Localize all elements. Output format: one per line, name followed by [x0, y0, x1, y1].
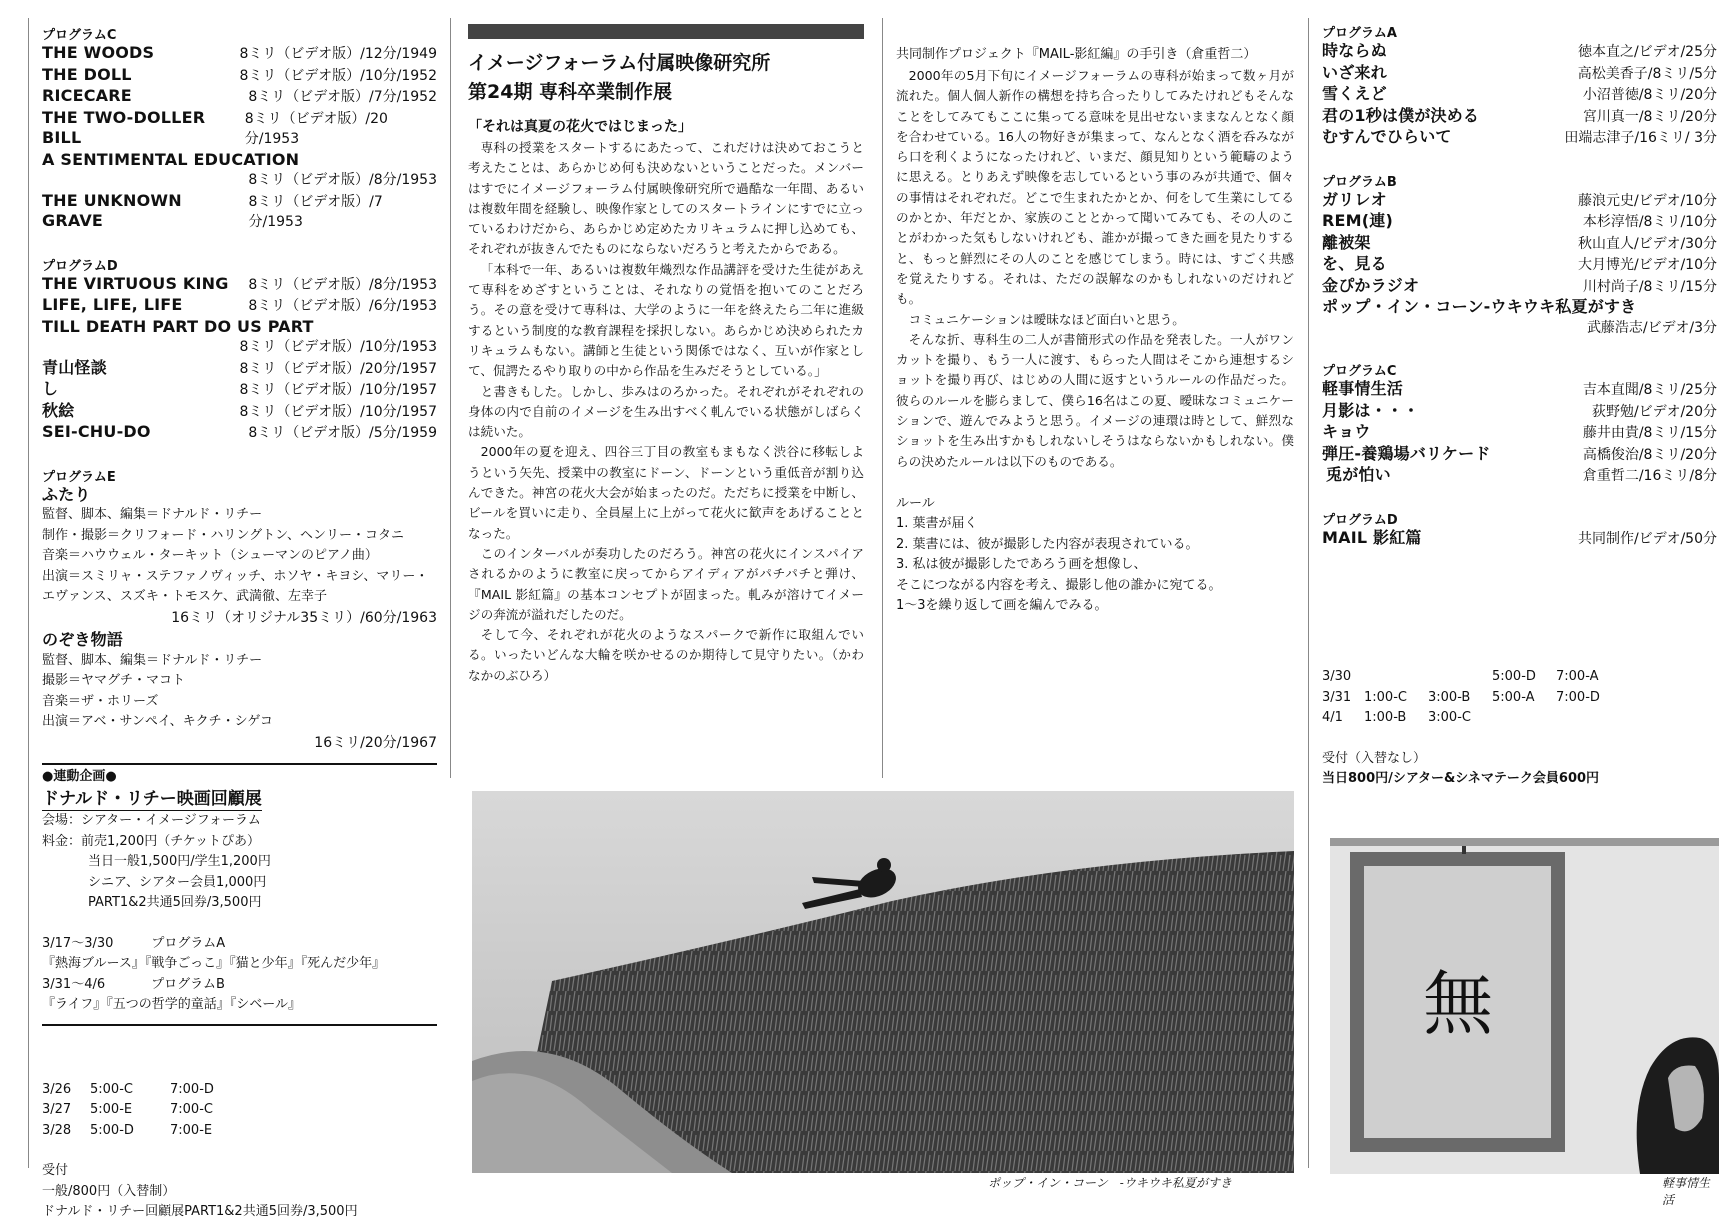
film-meta: 宮川真一/8ミリ/20分 [1582, 108, 1717, 125]
schedule-slot: 5:00-C [90, 1081, 133, 1097]
column-divider-1 [28, 18, 29, 1168]
column-mail-project [896, 44, 1294, 617]
film-title: THE VIRTUOUS KING [42, 273, 229, 293]
film-credit: 音楽＝ハウウェル・ターキット（シューマンのピアノ曲） [42, 548, 378, 563]
schedule-slot: 7:00-C [170, 1102, 213, 1117]
schedule-slot: 5:00-A [1492, 689, 1535, 705]
program-e-section [42, 466, 437, 754]
rules-header: ルール [896, 495, 935, 511]
film-title: THE DOLL [42, 64, 132, 84]
program-c-header: プログラムC [42, 28, 117, 43]
column-divider-4 [1308, 18, 1309, 1168]
header-bar [468, 24, 864, 39]
film-title: TILL DEATH PART DO US PART [42, 316, 314, 336]
film-title: SEI-CHU-DO [42, 422, 151, 441]
film-title: 離被架 [1322, 232, 1371, 252]
event-fee: 当日一般1,500円/学生1,200円 [88, 854, 271, 869]
film-title: THE UNKNOWN GRAVE [42, 190, 182, 230]
schedule-date: 3/27 [42, 1102, 72, 1117]
project-paragraph: コミュニケーションは曖昧なほど面白いと思う。 [908, 311, 1185, 327]
graduate-reception [1322, 749, 1717, 790]
schedule-slot: 5:00-E [90, 1102, 133, 1117]
photo-interior [1330, 838, 1719, 1174]
schedule-slot: 5:00-D [1492, 669, 1536, 684]
reception-info [42, 1161, 437, 1223]
event-films: 『熱海ブルース』『戦争ごっこ』『猫と少年』『死んだ少年』 [42, 956, 386, 971]
rules-section [896, 494, 1294, 617]
schedule-date: 4/1 [1322, 710, 1343, 725]
photo-caption: 軽事情生活 [1662, 1176, 1711, 1207]
film-meta: 荻野勉/ビデオ/20分 [1592, 403, 1717, 420]
reception-line: 当日800円/シアター&シネマテーク会員600円 [1322, 771, 1600, 786]
event-date: 3/17〜3/30 [42, 935, 114, 951]
film-meta: 川村尚子/8ミリ/15分 [1582, 278, 1717, 295]
reception-line: ドナルド・リチー回顧展PART1&2共通5回券/3,500円 [42, 1204, 358, 1219]
essay-paragraph: このインターバルが奏功したのだろう。神宮の花火にインスパイアされるかのように教室に戻ってからアイディアがパチパチと弾け、『MAIL 影紅篇』の基本コンセプトが固まった。軋みが溶けてイメージの奔流が溢れだしたのだ。 [468, 545, 864, 622]
film-credit: 監督、脚本、編集＝ドナルド・リチー [42, 652, 263, 668]
essay-paragraph: 「本科で一年、あるいは複数年熾烈な作品講評を受けた生徒があえて専科をめざすということは、それなりの覚悟を抱いてのことだろう。その意を受けて専科は、大学のように一年を終えたら二年に進級するという制度的な教育課程を採択しない。あらかじめ決められたカリキュラムもない。講師と生徒という関係ではなく、互いが作家として、侃諤たるやり取りの中から作品を生みだそうとしている。」 [468, 261, 865, 379]
schedule-slot: 3:00-B [1428, 689, 1471, 705]
project-paragraph: そんな折、専科生の二人が書簡形式の作品を発表した。一人がワンカットを撮り、もう一人に渡す、もらった人間はそこから連想するショットを撮り再び、はじめの人間に返すというルールの作品だった。彼らのルールを膨らまして、僕ら16名はこの夏、曖昧なコミュニケーションで、遊んでみようと思う。イメージの連環は時として、鮮烈なショットを生み出すかもしれないしそうはならないかもしれない。僕らの決めたルールは以下のものである。 [896, 331, 1294, 469]
film-title: 君の1秒は僕が決める [1322, 105, 1480, 125]
film-meta: 8ミリ（ビデオ版）/10分/1952 [239, 67, 437, 84]
film-meta: 8ミリ（ビデオ版）/5分/1959 [248, 425, 437, 441]
schedule-slot: 7:00-A [1556, 669, 1599, 684]
exhibition-subtitle: 第24期 専科卒業制作展 [468, 81, 673, 103]
film-meta: 8ミリ（ビデオ版）/10分/1957 [239, 403, 437, 420]
film-meta: 大月博光/ビデオ/10分 [1578, 257, 1717, 273]
rule-item: そこにつながる内容を考え、撮影し他の誰かに宛てる。 [896, 577, 1222, 593]
film-credit: 出演＝アベ・サンペイ、キクチ・シゲコ [42, 714, 273, 729]
film-title: 月影は・・・ [1322, 400, 1420, 420]
film-credit: 撮影＝ヤマグチ・マコト [42, 673, 186, 688]
related-event-section [42, 767, 437, 1016]
program-b-section [1322, 171, 1717, 339]
film-title: ガリレオ [1322, 189, 1387, 209]
film-meta: 16ミリ/20分/1967 [314, 734, 437, 751]
film-meta: 8ミリ（ビデオ版）/20分/1953 [244, 110, 388, 147]
program-a-section [1322, 22, 1717, 149]
film-meta: 共同制作/ビデオ/50分 [1578, 530, 1717, 547]
rule-item: 3. 私は彼が撮影したであろう画を想像し、 [896, 557, 1147, 573]
graduate-schedule [1322, 667, 1717, 729]
reception-label: 受付 [42, 1163, 69, 1178]
schedule-date: 3/28 [42, 1122, 72, 1138]
film-meta: 徳本直之/ビデオ/25分 [1578, 44, 1717, 60]
film-meta: 8ミリ（ビデオ版）/6分/1953 [248, 298, 437, 314]
film-meta: 16ミリ（オリジナル35ミリ）/60分/1963 [171, 609, 437, 626]
schedule-date: 3/31 [1322, 689, 1352, 705]
film-title: を、見る [1322, 254, 1387, 273]
film-title: いざ来れ [1322, 62, 1387, 82]
program-d-header: プログラムD [42, 258, 118, 274]
rule-item: 1. 葉書が届く [896, 516, 978, 532]
project-heading: 共同制作プロジェクト『MAIL-影紅編』の手引き（倉重哲二） [896, 47, 1257, 62]
film-meta: 8ミリ（ビデオ版）/7分/1953 [248, 193, 383, 230]
film-meta: 吉本直聞/8ミリ/25分 [1582, 382, 1717, 398]
film-title: 時ならぬ [1322, 41, 1387, 60]
film-meta: 8ミリ（ビデオ版）/8分/1953 [248, 276, 437, 293]
essay-body [468, 138, 864, 686]
schedule-slot: 5:00-D [90, 1122, 134, 1138]
column-divider-2 [450, 18, 451, 778]
film-meta: 8ミリ（ビデオ版）/7分/1952 [248, 89, 437, 105]
essay-paragraph: そして今、それぞれが花火のようなスパークで新作に取組んでいる。いったいどんな大輪を咲かせるのか期待して見守りたい。（かわなかのぶひろ） [468, 627, 864, 683]
event-tag: ●連動企画● [42, 769, 117, 784]
exhibition-title: イメージフォーラム付属映像研究所 [468, 52, 771, 74]
film-meta: 藤浪元史/ビデオ/10分 [1578, 192, 1717, 209]
event-venue: 会場：シアター・イメージフォーラム [42, 813, 261, 828]
program-a-header: プログラムA [1322, 26, 1397, 41]
reception-line: 一般/800円（入替制） [42, 1183, 176, 1199]
column-divider-3 [882, 18, 883, 778]
event-fee: PART1&2共通5回券/3,500円 [88, 895, 262, 910]
program-d-section [1322, 509, 1717, 550]
schedule-slot: 7:00-D [1556, 689, 1600, 705]
screening-schedule [42, 1080, 437, 1142]
film-meta: 高松美香子/8ミリ/5分 [1577, 65, 1717, 82]
film-title: THE TWO-DOLLER BILL [42, 107, 206, 147]
interior-image [1330, 838, 1719, 1174]
film-title: ポップ・イン・コーン-ウキウキ私夏がすき [1322, 297, 1637, 316]
hanging-scroll [1350, 846, 1565, 1152]
event-title: ドナルド・リチー映画回顧展 [42, 788, 262, 809]
column-exhibition-intro [468, 24, 864, 686]
film-credit: 出演＝スミリャ・ステファノヴィッチ、ホソヤ・キヨシ、マリー・エヴァンス、スズキ・トモスケ、武満徹、左幸子 [42, 568, 429, 604]
film-title: 兎が怕い [1326, 465, 1391, 484]
schedule-slot: 1:00-C [1364, 689, 1407, 705]
schedule-slot: 7:00-D [170, 1081, 214, 1097]
schedule-date: 3/30 [1322, 669, 1352, 684]
event-films: 『ライフ』『五つの哲学的童話』『シベール』 [42, 997, 301, 1012]
event-program: プログラムA [151, 935, 226, 951]
rule-item: 1〜3を繰り返して画を編んでみる。 [896, 598, 1108, 614]
film-title: MAIL 影紅篇 [1322, 527, 1422, 547]
film-credit: 音楽＝ザ・ホリーズ [42, 693, 159, 709]
film-title: のぞき物語 [42, 630, 124, 649]
essay-paragraph: と書きもした。しかし、歩みはのろかった。それぞれがそれぞれの身体の内で自前のイメージを生み出すべく軋んでいる状態がしばらくは続いた。 [468, 383, 864, 440]
film-title: 青山怪談 [42, 357, 107, 377]
film-title: 秋絵 [42, 400, 75, 420]
column-graduate-programs [1322, 22, 1717, 790]
film-title: 金ぴかラジオ [1322, 275, 1420, 295]
program-b-header: プログラムB [1322, 174, 1397, 190]
film-meta: 高橋俊治/8ミリ/20分 [1582, 446, 1717, 463]
film-credit: 制作・撮影＝クリフォード・ハリングトン、ヘンリー・コタニ [42, 527, 405, 543]
essay-title: 「それは真夏の花火ではじまった」 [468, 119, 692, 135]
film-title: LIFE, LIFE, LIFE [42, 295, 183, 314]
film-credit: 監督、脚本、編集＝ドナルド・リチー [42, 507, 263, 522]
program-c-section [1322, 360, 1717, 487]
film-title: むすんでひらいて [1322, 127, 1452, 146]
column-riche-programs [42, 24, 437, 1223]
schedule-slot: 1:00-B [1364, 710, 1407, 725]
film-title: ふたり [42, 484, 91, 504]
event-date: 3/31〜4/6 [42, 976, 106, 992]
film-title: キョウ [1322, 422, 1371, 441]
essay-paragraph: 専科の授業をスタートするにあたって、これだけは決めておこうと考えたことは、あらかじめ何も決めないということだった。メンバーはすでにイメージフォーラム付属映像研究所で過酷な一年間、あるいは複数年間を経験し、映像作家としてのスタートラインにすでに立っているわけだから、あらかじめ定めたカリキュラムに押し込めても、それぞれが抜きんでたものにならないだろうと考えたからである。 [468, 140, 864, 257]
project-paragraph: 2000年の5月下旬にイメージフォーラムの専科が始まって数ヶ月が流れた。個人個人新作の構想を持ち合ったりしてみたけれどもそんなことをしてみてもここに集ってる意味を見出せないままなんとなく顔を合わせている。16人の物好きが集まって、なんとなく酒を呑みながら口を利くようになったけれど、いまだ、顔見知りという範疇のように思える。とりあえず映像を志しているという事のみが共通で、個々の事情はそれぞれだ。どこで生まれたかとか、何をして生業にしてるのかとか、年だとか、家族のこととかって聞いてみても、その人のことがわかった気もしないけれども、誰かが撮ってきた画を見たりすると、もっと鮮烈にその人のことを感じてしまう。時には、すごく共感を覚えたりする。それは、ただの誤解なのかもしれないのだけれども。 [896, 68, 1294, 307]
program-d-header: プログラムD [1322, 512, 1398, 528]
event-program: プログラムB [151, 976, 225, 992]
film-meta: 武藤浩志/ビデオ/3分 [1586, 319, 1717, 336]
photo-cornfield [472, 791, 1294, 1173]
film-title: A SENTIMENTAL EDUCATION [42, 149, 300, 169]
film-meta: 8ミリ（ビデオ版）/10分/1957 [239, 382, 437, 398]
schedule-date: 3/26 [42, 1081, 72, 1097]
svg-text:無: 無 [1423, 963, 1493, 1045]
project-body [896, 66, 1294, 472]
film-meta: 田端志津子/16ミリ/ 3分 [1564, 130, 1717, 146]
film-title: RICECARE [42, 86, 132, 105]
film-meta: 8ミリ（ビデオ版）/20分/1957 [239, 360, 437, 377]
rule-item: 2. 葉書には、彼が撮影した内容が表現されている。 [896, 536, 1199, 552]
film-title: 弾圧-養鶏場バリケード [1322, 443, 1491, 463]
film-meta: 8ミリ（ビデオ版）/12分/1949 [239, 46, 437, 62]
schedule-slot: 7:00-E [170, 1122, 213, 1138]
event-fee: 料金：前売1,200円（チケットぴあ） [42, 833, 261, 849]
event-fee: シニア、シアター会員1,000円 [88, 874, 267, 890]
film-meta: 小沼普徳/8ミリ/20分 [1582, 87, 1717, 103]
program-c-header: プログラムC [1322, 364, 1397, 379]
reception-label: 受付（入替なし） [1322, 750, 1427, 766]
film-title: THE WOODS [42, 43, 155, 62]
cornfield-image [472, 791, 1294, 1173]
program-c-section [42, 24, 437, 233]
program-d-section [42, 255, 437, 444]
film-meta: 秋山直人/ビデオ/30分 [1578, 235, 1717, 252]
photo-caption: ポップ・イン・コーン -ウキウキ私夏がすき [988, 1176, 1232, 1190]
film-title: REM(連) [1322, 211, 1393, 230]
film-meta: 藤井由貴/8ミリ/15分 [1582, 425, 1717, 441]
schedule-slot: 3:00-C [1428, 710, 1471, 725]
film-meta: 本杉淳悟/8ミリ/10分 [1582, 214, 1717, 230]
film-meta: 8ミリ（ビデオ版）/10分/1953 [239, 339, 437, 355]
film-title: し [42, 379, 59, 398]
film-meta: 倉重哲二/16ミリ/8分 [1582, 468, 1717, 484]
film-meta: 8ミリ（ビデオ版）/8分/1953 [248, 172, 437, 188]
program-e-header: プログラムE [42, 469, 116, 485]
essay-paragraph: 2000年の夏を迎え、四谷三丁目の教室もまもなく渋谷に移転しようという矢先、授業中の教室にドーン、ドーンという重低音が割り込んできた。神宮の花火大会が始まったのだ。ただちに授業を中断し、ビールを買いに走り、全員屋上に上がって花火に歓声をあげることとなった。 [468, 444, 864, 541]
film-title: 軽事情生活 [1322, 379, 1404, 398]
film-title: 雪くえど [1322, 84, 1387, 103]
